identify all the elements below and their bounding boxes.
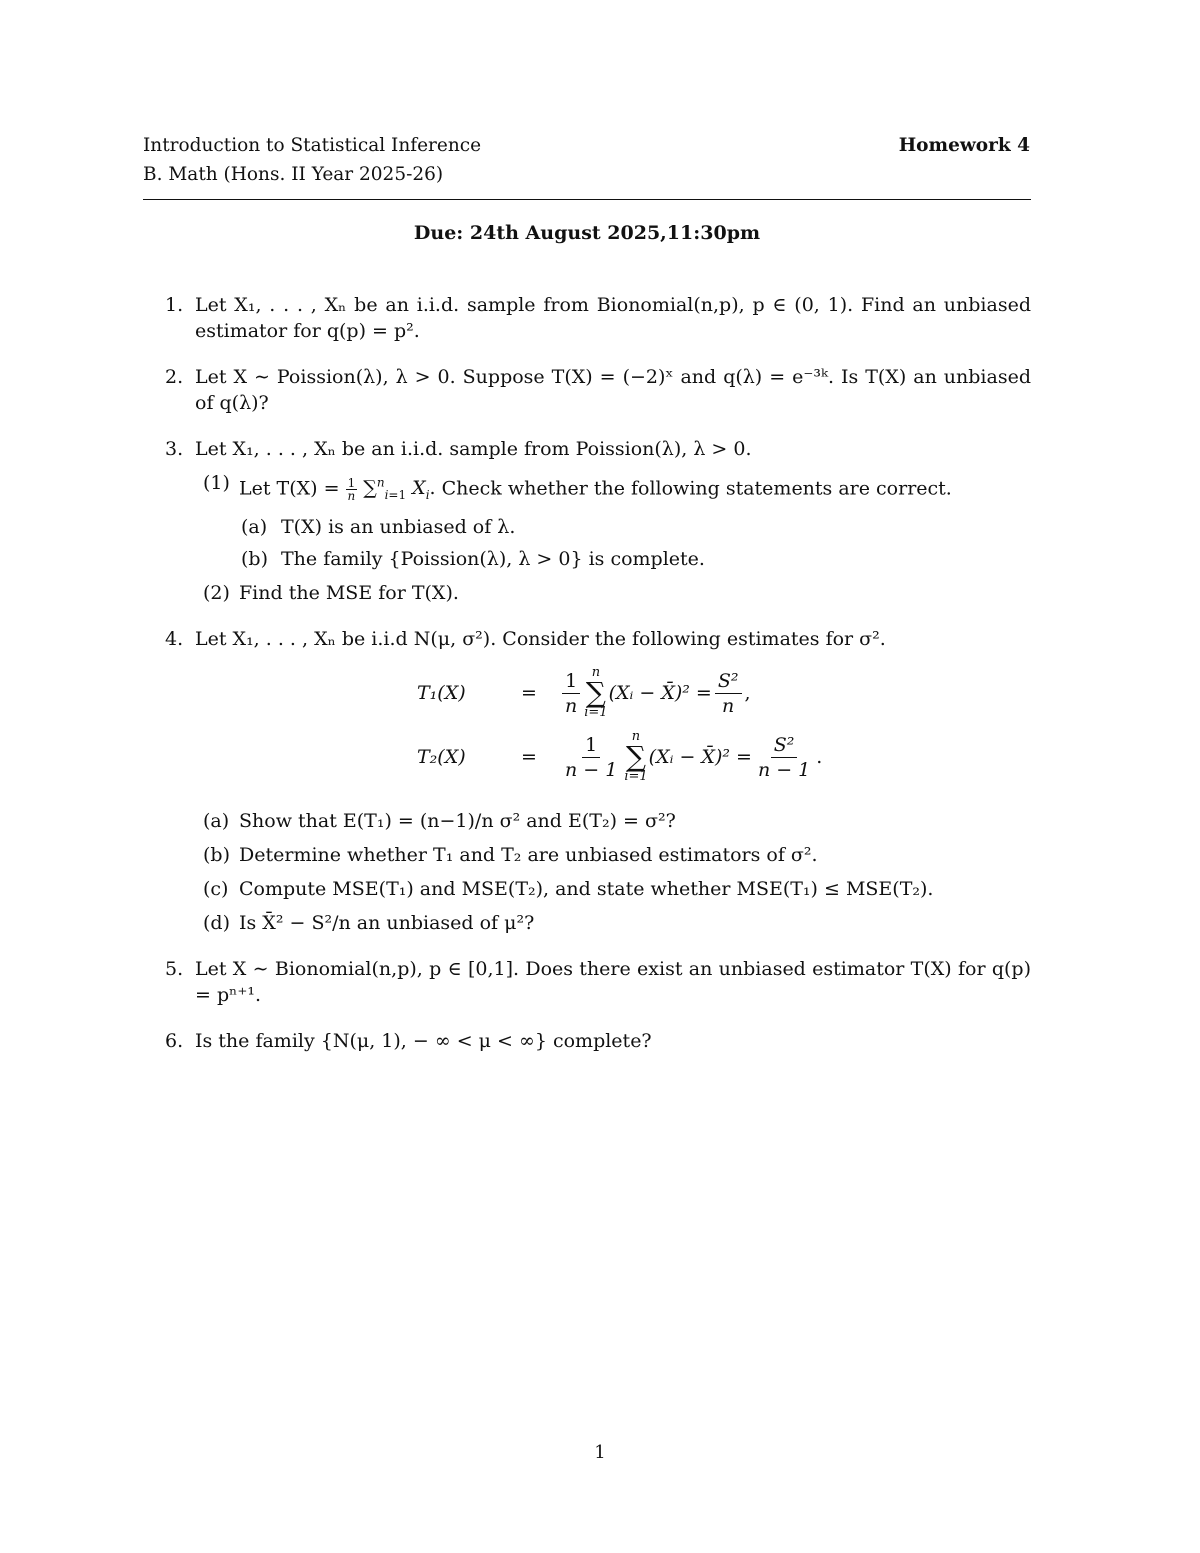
rhs-fraction	[715, 669, 742, 718]
problem-5	[143, 956, 1031, 1008]
page-number: 1	[594, 1442, 606, 1463]
item-text: T(X) is an unbiased of λ.	[281, 516, 516, 539]
problem-3-item-b	[239, 546, 1031, 572]
equation-t1	[417, 666, 751, 720]
problem-number: 6.	[165, 1030, 184, 1053]
equation-lhs: T₁(X)	[417, 682, 466, 705]
item-label: (d)	[203, 912, 230, 935]
problem-text: Let X₁, . . . , Xₙ be i.i.d N(μ, σ²). Consider the following estimates for σ².	[195, 628, 886, 651]
problem-4-item-d	[195, 910, 1031, 936]
summation: n ∑ i=1	[624, 729, 648, 785]
problem-4-item-c	[195, 876, 1031, 902]
problem-3-item-a	[239, 514, 1031, 540]
sum-lower-limit: i=1	[584, 705, 608, 721]
coefficient-fraction	[562, 733, 620, 782]
problem-1	[143, 292, 1031, 344]
problem-4-item-b	[195, 842, 1031, 868]
problem-6	[143, 1028, 1031, 1054]
homework-title: Homework 4	[898, 135, 1030, 156]
rhs-fraction	[755, 733, 813, 782]
item-label: (a)	[203, 810, 230, 833]
coefficient-fraction	[562, 669, 580, 718]
equation-block	[195, 666, 1031, 794]
problem-text: Is the family {N(μ, 1), − ∞ < μ < ∞} complete?	[195, 1030, 652, 1053]
problem-text: Let X ∼ Bionomial(n,p), p ∈ [0,1]. Does there exist an unbiased estimator T(X) for q(p) = pⁿ⁺¹.	[195, 958, 1031, 1007]
problem-3-part-2	[195, 580, 1031, 606]
summation: n ∑ i=1	[584, 665, 608, 721]
item-label: (b)	[203, 844, 230, 867]
course-title: Introduction to Statistical Inference	[143, 135, 482, 156]
fraction-numerator: 1	[562, 669, 580, 694]
item-text: Is X̄² − S²/n an unbiased of μ²?	[239, 912, 535, 935]
problem-4-item-a	[195, 808, 1031, 834]
problem-number: 1.	[165, 294, 184, 316]
part-label: (2)	[203, 582, 230, 605]
equation-lhs: T₂(X)	[417, 746, 466, 769]
part-lead: Let T(X) =	[239, 477, 340, 500]
item-label: (a)	[241, 516, 268, 539]
equation-end: .	[816, 746, 823, 769]
due-date: Due: 24th August 2025,11:30pm	[413, 222, 761, 244]
sum-upper-limit: n	[591, 665, 601, 681]
header-left	[143, 131, 481, 189]
part-label: (1)	[203, 472, 230, 494]
equals-sign: =	[521, 682, 537, 705]
problem-2	[143, 364, 1031, 416]
fraction-numerator: 1	[582, 733, 600, 758]
part-text: Check whether the following statements are correct.	[441, 477, 952, 500]
sum-upper-limit: n	[631, 729, 641, 745]
item-label: (c)	[203, 878, 229, 901]
fraction-denominator: n − 1	[757, 758, 811, 781]
summand: (Xᵢ − X̄)² =	[608, 682, 712, 705]
problem-text: Let X₁, . . . , Xₙ be an i.i.d. sample from Poission(λ), λ > 0.	[195, 438, 752, 460]
fraction-1-over-n: $\frac{1}{n}$	[347, 475, 356, 503]
problem-text: Let X ∼ Poission(λ), λ > 0. Suppose T(X) = (−2)ˣ and q(λ) = e⁻³ᵏ. Is T(X) an unbiased of q(λ)?	[195, 366, 1031, 414]
item-text: Determine whether T₁ and T₂ are unbiased estimators of σ².	[239, 844, 818, 867]
problem-4	[143, 626, 1031, 936]
header-divider	[143, 199, 1031, 200]
problem-number: 3.	[165, 438, 184, 460]
sum-lower-limit: i=1	[624, 769, 648, 785]
problem-number: 4.	[165, 628, 184, 651]
fraction-numerator: S²	[715, 669, 742, 694]
equals-sign: =	[521, 746, 537, 769]
problem-text: Let X₁, . . . , Xₙ be an i.i.d. sample from Bionomial(n,p), p ∈ (0, 1). Find an unbiased estimator for q(p) = p².	[195, 294, 1031, 342]
item-text: Compute MSE(T₁) and MSE(T₂), and state whether MSE(T₁) ≤ MSE(T₂).	[239, 878, 934, 901]
fraction-numerator: S²	[771, 733, 798, 758]
problem-3-part-1	[195, 470, 1031, 572]
item-text: The family {Poission(λ), λ > 0} is complete.	[281, 548, 705, 571]
program-line: B. Math (Hons. II Year 2025-26)	[143, 164, 444, 185]
item-text: Show that E(T₁) = (n−1)/n σ² and E(T₂) = σ²?	[239, 810, 676, 833]
fraction-denominator: n	[722, 694, 735, 717]
equation-t2	[417, 730, 822, 784]
summand: (Xᵢ − X̄)² =	[648, 746, 752, 769]
sum-expression: ∑$^n_{i=1}$ $X_i$.	[363, 476, 436, 503]
problem-list	[143, 292, 1031, 1074]
item-label: (b)	[241, 548, 268, 571]
problem-4-items	[195, 808, 1031, 936]
problem-number: 5.	[165, 958, 184, 981]
fraction-denominator: n	[565, 694, 578, 717]
part-text: Find the MSE for T(X).	[239, 582, 459, 605]
problem-3	[143, 436, 1031, 606]
equation-end: ,	[744, 682, 751, 705]
problem-number: 2.	[165, 366, 184, 388]
fraction-denominator: n − 1	[565, 758, 618, 781]
